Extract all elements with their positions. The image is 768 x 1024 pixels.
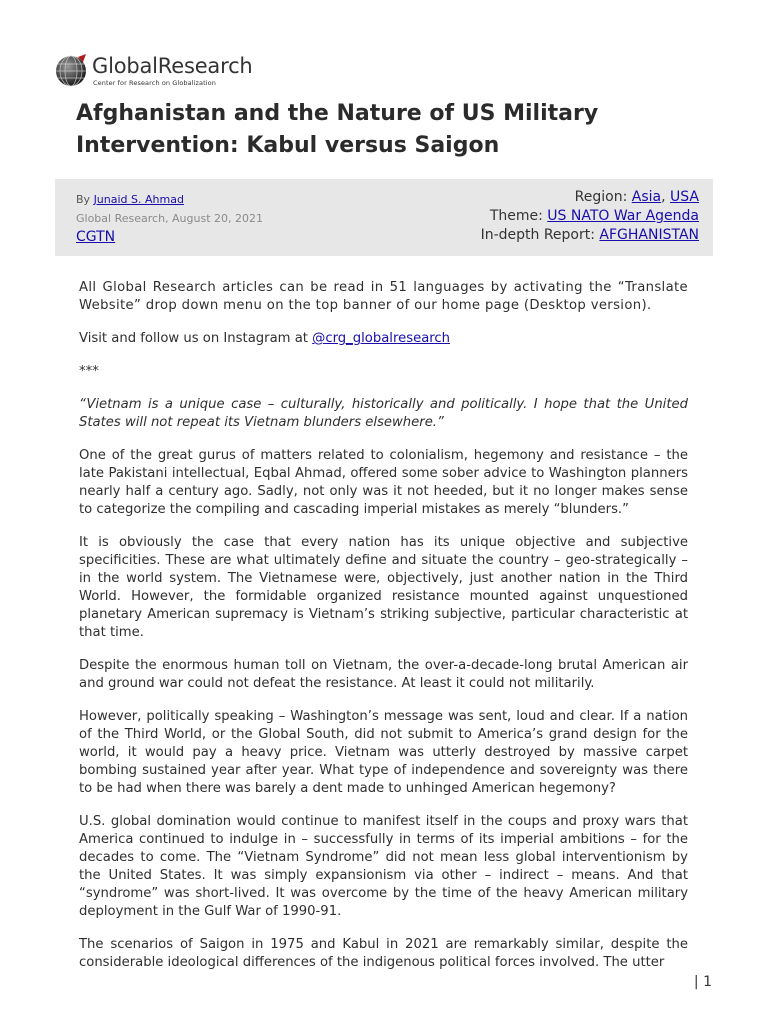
source-link[interactable]: CGTN — [76, 229, 116, 245]
region-label: Region: — [574, 189, 628, 205]
region-link-usa[interactable]: USA — [670, 189, 699, 205]
paragraph-instagram — [79, 330, 688, 348]
by-label: By — [76, 193, 91, 206]
paragraph: Despite the enormous human toll on Vietnam, the over-a-decade-long brutal American air and ground war could not defeat the resistance. At least it could not militarily. — [79, 658, 688, 691]
report-row — [481, 226, 699, 245]
paragraph: However, politically speaking – Washington’s message was sent, loud and clear. If a nation of the Third World, or the Global South, did not submit to America’s grand design for the world, it would pay a heavy price. Vietnam was utterly destroyed by massive carpet bombing sustained year after year. What type of independence and sovereignty was there to be had when there was barely a dent made to unhinged American hegemony? — [79, 709, 688, 796]
theme-link[interactable]: US NATO War Agenda — [547, 208, 699, 224]
article-title: Afghanistan and the Nature of US Military Intervention: Kabul versus Saigon — [76, 101, 599, 158]
logo-name-part1: Global — [92, 54, 158, 78]
globe-icon — [55, 52, 89, 88]
instagram-link[interactable]: @crg_globalresearch — [312, 331, 451, 346]
paragraph: U.S. global domination would continue to manifest itself in the coups and proxy wars that America continued to indulge in – successfully in terms of its imperial ambitions – for the decades to come. The “Vietnam Syndrome” did not mean less global interventionism by the United States. It was simply expansionism via other – indirect – means. And that “syndrome” was short-lived. It was overcome by the time of the heavy American military deployment in the Gulf War of 1990-91. — [79, 814, 688, 919]
author-link[interactable]: Junaid S. Ahmad — [93, 193, 184, 206]
report-link[interactable]: AFGHANISTAN — [599, 227, 699, 243]
paragraph: One of the great gurus of matters related to colonialism, hegemony and resistance – the late Pakistani intellectual, Eqbal Ahmad, offered some sober advice to Washington planners nearly half a century ago. Sadly, not only was it not heeded, but it no longer makes sense to categorize the compiling and cascading imperial mistakes as merely “blunders.” — [79, 448, 688, 517]
publish-date: Global Research, August 20, 2021 — [76, 212, 264, 225]
region-row: Region: Asia, USA — [574, 189, 699, 205]
logo-tagline: Center for Research on Globalization — [93, 79, 216, 87]
theme-label: Theme: — [489, 208, 543, 224]
source-row — [76, 228, 263, 246]
article-meta-box — [55, 179, 713, 256]
byline — [76, 192, 263, 208]
region-link-asia[interactable]: Asia — [631, 189, 662, 205]
paragraph: The scenarios of Saigon in 1975 and Kabul in 2021 are remarkably similar, despite the considerable ideological differences of the indigenous political forces involved. The utter — [79, 937, 688, 970]
theme-row — [481, 207, 699, 226]
paragraph-separator: *** — [79, 364, 99, 379]
paragraph-quote: “Vietnam is a unique case – culturally, historically and politically. I hope that the United States will not repeat its Vietnam blunders elsewhere.” — [79, 397, 688, 430]
meta-left — [76, 192, 263, 246]
meta-right — [481, 188, 699, 245]
instagram-text: Visit and follow us on Instagram at — [79, 331, 313, 346]
global-research-logo[interactable] — [55, 52, 275, 92]
paragraph: It is obviously the case that every nation has its unique objective and subjective specificities. These are what ultimately define and situate the country – geo-strategically – in the world system. The Vietnamese were, objectively, just another nation in the Third World. However, the formidable organized resistance mounted against unquestioned planetary American supremacy is Vietnam’s striking subjective, particular characteristic at that time. — [79, 535, 688, 640]
logo-wordmark — [92, 54, 253, 78]
page-number: | 1 — [693, 974, 712, 990]
article-body — [79, 279, 688, 987]
paragraph-translate-notice: All Global Research articles can be read in 51 languages by activating the “Translate Website” drop down menu on the top banner of our home page (Desktop version). — [79, 280, 688, 313]
logo-name-part2: Research — [157, 54, 253, 78]
report-label: In-depth Report: — [480, 227, 595, 243]
